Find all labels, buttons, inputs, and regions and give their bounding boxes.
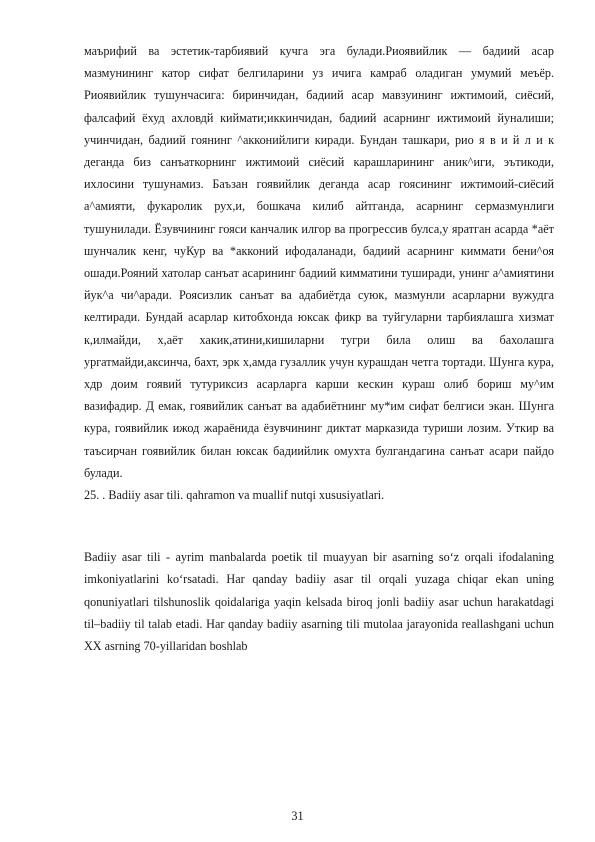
section-spacer xyxy=(84,506,554,546)
page-number: 31 xyxy=(291,809,304,823)
body-paragraph-latin: Badiiy asar tili - ayrim manbalarda poetik til muayyan bir asarning so‘z orqali ifodalaning imkoniyatlarini ko‘rsatadi. Har qanday badiiy asar til orqali yuzaga chiqar ekan uning qonuniyatlari tilshunoslik qoidalariga yaqin kelsada biroq jonli badiiy asar uchun harakatdagi til–badiiy til talab etadi. Har qanday badiiy asarning tili mutolaa jarayonida reallashgani uchun XX asrning 70-yillaridan boshlab xyxy=(84,550,554,654)
document-page xyxy=(84,40,554,657)
body-paragraph-cyrillic: маърифий ва эстетик-тарбиявий кучга эга булади.Риоявийлик — бадиий асар мазмунининг катор сифат белгиларини уз ичига камраб оладиган умумий меъёр. Риоявийлик тушунчасига: биринчидан, бадиий асар мавзуининг ижтимоий, сиёсий, фалсафий ёхуд ахловдй киймати;иккинчидан, бадиий асарнинг ижтимоий йуналиши; учинчидан, бадиий гоянинг ^акконийлиги киради. Бундан ташкари, рио я в и й л и к деганда биз санъаткорнинг ижтимоий сиёсий карашларининг аник^иги, эътикоди, ихлосини тушунамиз. Баъзан гоявийлик деганда асар гоясининг ижтимоий-сиёсий а^амияти, фукаролик рух,и, бошкача килиб айтганда, асарнинг сермазмунлиги тушунилади. Ёзувчининг гояси канчалик илгор ва прогрессив булса,у яратган асарда *аёт шунчалик кенг, чуКур ва *акконий ифодаланади, бадиий асарнинг киммати бени^оя ошади.Рояний хатолар санъат асарининг бадиий кимматини туширади, унинг а^амиятини йук^а чи^аради. Роясизлик санъат ва адабиётда суюк, мазмунли асарларни вужудга келтиради. Бундай асарлар китобхонда юксак фикр ва туйгуларни тарбиялашга хизмат к,илмайди, х,аёт хакик,атини,кишиларни тугри била олиш ва бахолашга ургатмайди,аксинча, бахт, эрк х,амда гузаллик учун курашдан четга тортади. Шунга кура, хдр доим гоявий тутуриксиз асарларга карши кескин кураш олиб бориш му^им вазифадир. Д емак, гоявийлик санъат ва адабиётнинг му*им сифат белгиси экан. Шунга кура, гоявийлик ижод жараёнида ёзувчининг диктат марказида туриши лозим. Уткир ва таъсирчан гоявийлик билан юксак бадиийлик омухта булгандагина санъат асари пайдо булади. xyxy=(84,44,554,480)
section-heading: 25. . Badiiy asar tili. qahramon va muallif nutqi xususiyatlari. xyxy=(84,488,385,503)
